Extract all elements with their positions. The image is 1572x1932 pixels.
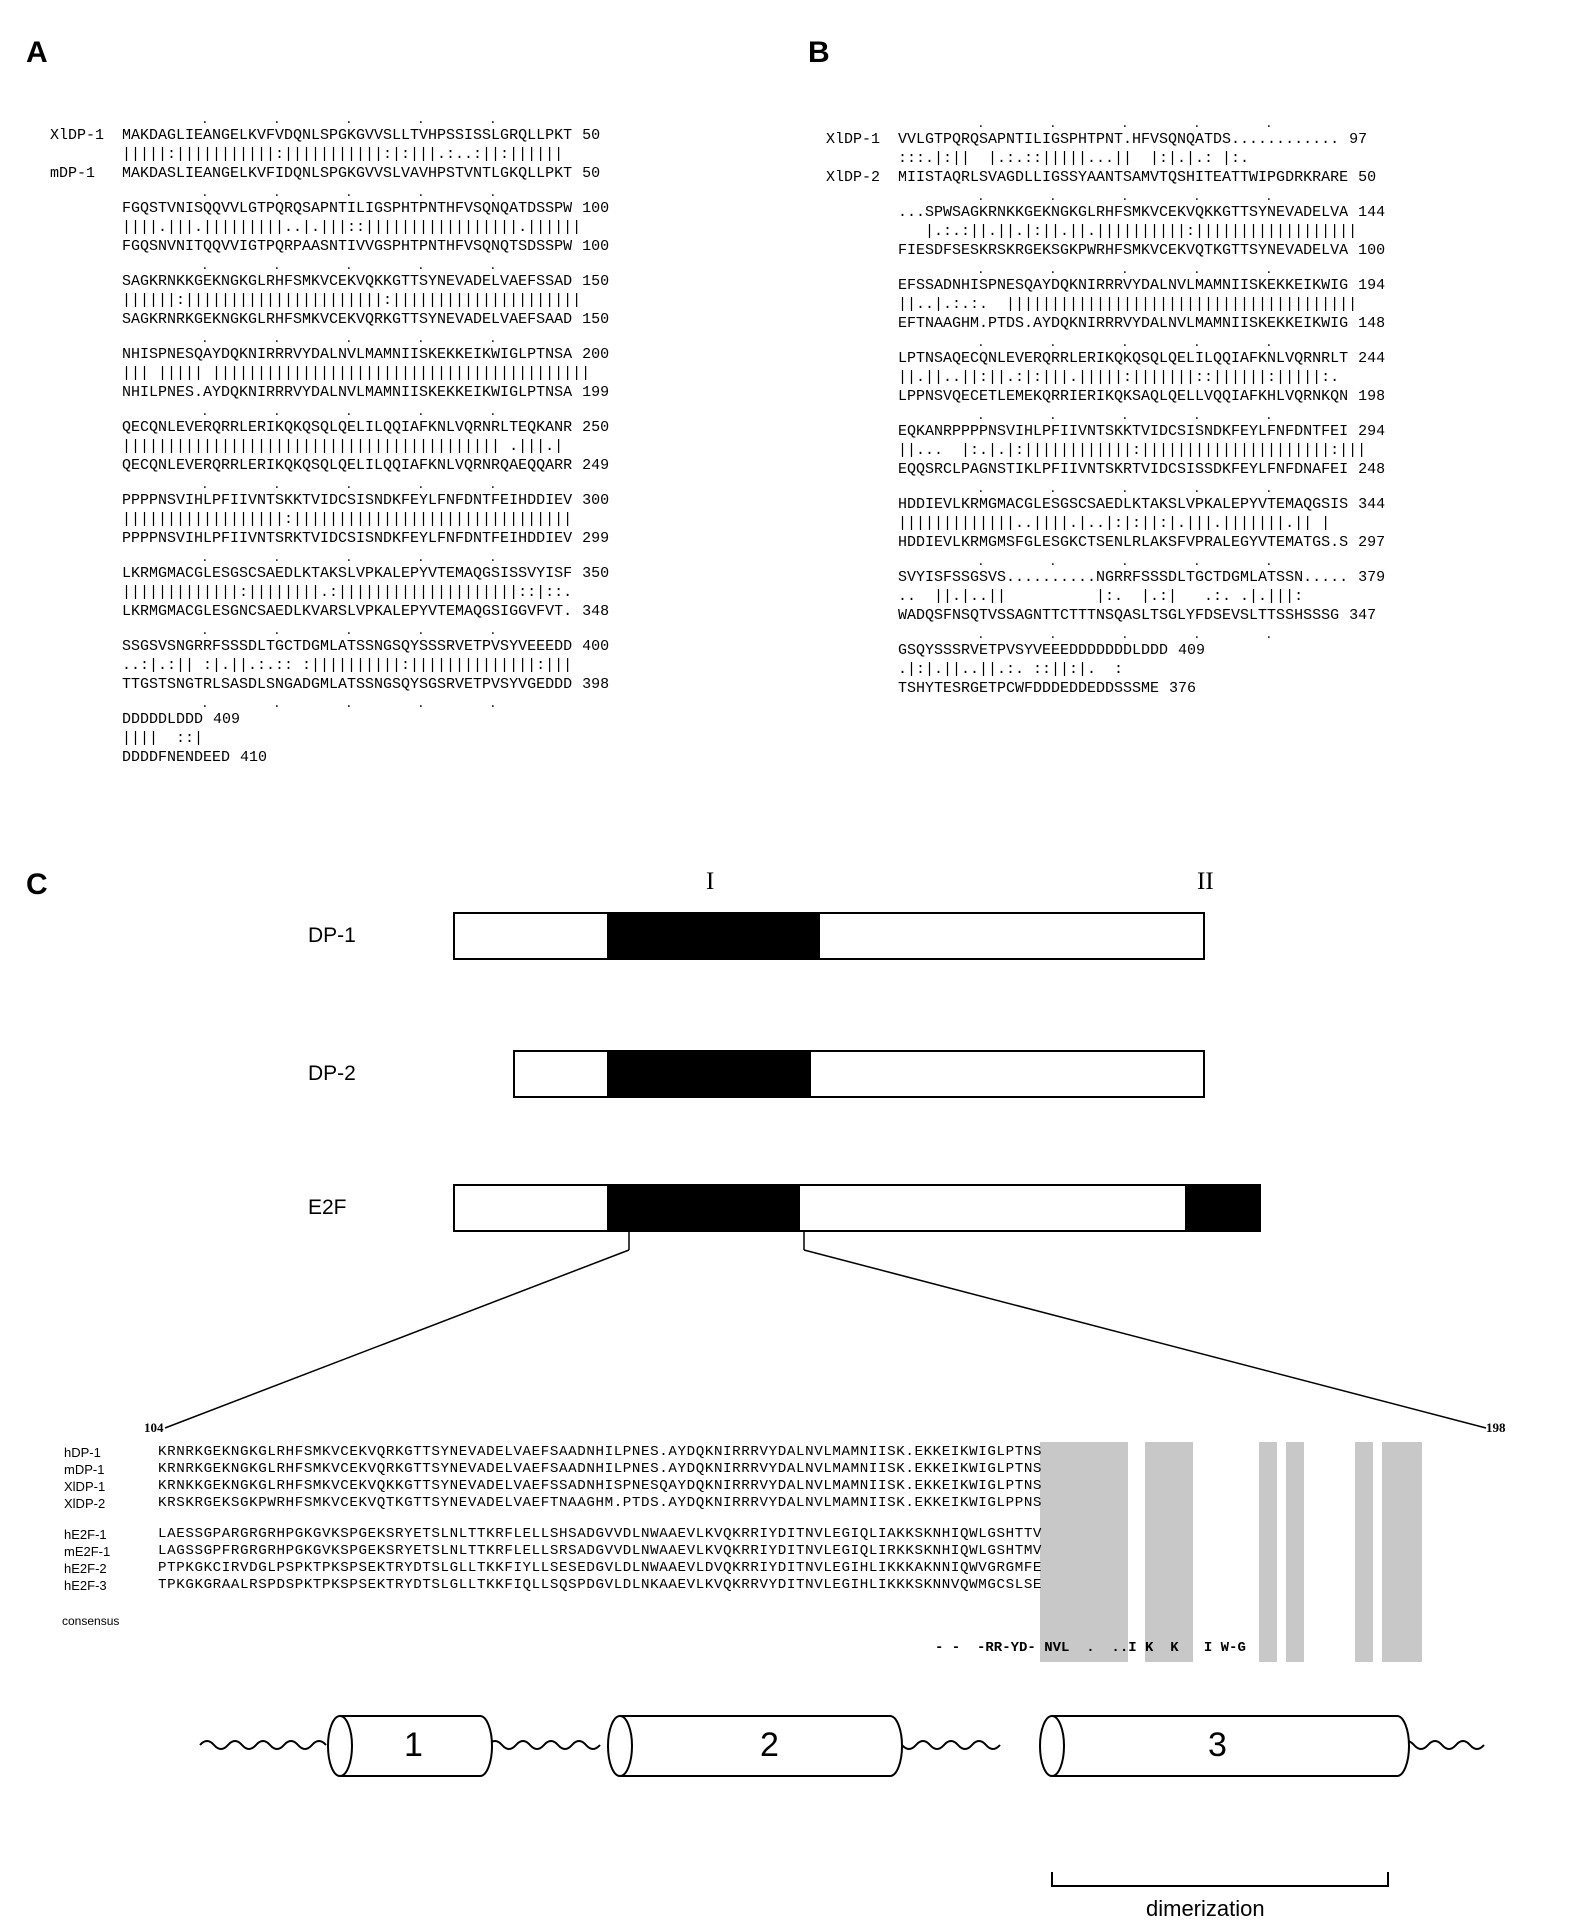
helix-2-label: 2 — [760, 1726, 779, 1764]
match-symbols: |||| ::| — [122, 730, 204, 747]
sequence: LPTNSAQECQNLEVERQRRLERIKQKQSQLQELILQQIAFKNLVQRNRLT — [898, 350, 1349, 367]
sequence: MAKDASLIEANGELKVFIDQNLSPGKGVVSLVAVHPSTVNTLGKQLLPKT — [122, 165, 573, 182]
panel-c-letter: C — [26, 868, 48, 901]
linker-wave-2 — [488, 1741, 600, 1749]
sequence: GSQYSSSRVETPVSYVEEEDDDDDDDLDDD — [898, 642, 1169, 659]
ruler-dots: . . . . . — [50, 697, 497, 711]
residue-number: 150 — [582, 311, 610, 328]
aligned-species-name: hE2F-1 — [64, 1527, 107, 1542]
sequence: EFTNAAGHM.PTDS.AYDQKNIRRRVYDALNVLMAMNIISKEKKEIKWIG — [898, 315, 1349, 332]
residue-number: 144 — [1358, 204, 1386, 221]
sequence: LKRMGMACGLESGNCSAEDLKVARSLVPKALEPYVTEMAQGSIGGVFVT. — [122, 603, 573, 620]
match-symbols: ||.||..||:||.:|:|||.|||||:|||||||::||||||:|||||:. — [898, 369, 1340, 386]
match-symbols: .. ||.|..|| |:. |.:| .:. .|.|||: — [898, 588, 1304, 605]
sequence: SAGKRNRKGEKNGKGLRHFSMKVCEKVQRKGTTSYNEVADELVAEFSAAD — [122, 311, 573, 328]
sequence: WADQSFNSQTVSSAGNTTCTTTNSQASLTSGLYFDSEVSLTTSSHSSSG — [898, 607, 1340, 624]
linker-wave-4 — [1400, 1741, 1484, 1749]
linker-wave-1 — [200, 1741, 326, 1749]
sequence-label: XlDP-1 — [826, 131, 881, 148]
sequence: FIESDFSESKRSKRGEKSGKPWRHFSMKVCEKVQTKGTTSYNEVADELVA — [898, 242, 1349, 259]
aligned-sequence: LAESSGPARGRGRHPGKGVKSPGEKSRYETSLNLTTKRFLELLSHSADGVVDLNWAAEVLKVQKRRIYDITNVLEGIQLIAKKSKNHIQWLGSHTTV — [158, 1526, 1043, 1542]
aligned-sequence: PTPKGKCIRVDGLPSPKTPKSPSEKTRYDTSLGLLTKKFIYLLSESEDGVLDLNWAAEVLDVQKRRIYDITNVLEGIHLIKKKAKNNIQWVGRGMFE — [158, 1560, 1043, 1576]
ruler-dots: . . . . . — [826, 482, 1273, 496]
bar-label-dp2: DP-2 — [308, 1062, 356, 1085]
sequence: LKRMGMACGLESGSCSAEDLKTAKSLVPKALEPYVTEMAQGSISSVYISF — [122, 565, 573, 582]
aligned-species-name: hE2F-2 — [64, 1561, 107, 1576]
residue-number: 347 — [1349, 607, 1377, 624]
linker-wave-3 — [888, 1741, 1000, 1749]
sequence: SSGSVSNGRRFSSSDLTGCTDGMLATSSNGSQYSSSRVETPVSYVEEEDD — [122, 638, 573, 655]
residue-number: 199 — [582, 384, 610, 401]
aligned-species-name: mDP-1 — [64, 1462, 105, 1477]
residue-number: 97 — [1349, 131, 1368, 148]
panel-a-letter: A — [26, 36, 48, 69]
aligned-species-name: hE2F-3 — [64, 1578, 107, 1593]
match-symbols: .|:|.||..||.:. ::||:|. : — [898, 661, 1124, 678]
sequence: HDDIEVLKRMGMACGLESGSCSAEDLKTAKSLVPKALEPYVTEMAQGSIS — [898, 496, 1349, 513]
sequence: LPPNSVQECETLEMEKQRRIERIKQKSAQLQELLVQQIAFKHLVQRNKQN — [898, 388, 1349, 405]
ruler-dots: . . . . . — [826, 409, 1273, 423]
sequence-label: XlDP-1 — [50, 127, 105, 144]
aligned-species-name: XlDP-1 — [64, 1479, 106, 1494]
ruler-dots: . . . . . — [50, 332, 497, 346]
match-symbols: ||..|.:.:. ||||||||||||||||||||||||||||||||||||||| — [898, 296, 1358, 313]
panel-b-letter: B — [808, 36, 830, 69]
ruler-dots: . . . . . — [50, 113, 497, 127]
region-label-ii: II — [1197, 868, 1214, 895]
aligned-sequence: KRSKRGEKSGKPWRHFSMKVCEKVQTKGTTSYNEVADELVAEFTNAAGHM.PTDS.AYDQKNIRRRVYDALNVLMAMNIISK.EKKEIKWIGLPPNS — [158, 1495, 1043, 1511]
ruler-dots: . . . . . — [826, 117, 1273, 131]
sequence: FGQSNVNITQQVVIGTPQRPAASNTIVVGSPHTPNTHFVSQNQTSDSSPW — [122, 238, 573, 255]
residue-number: 409 — [213, 711, 241, 728]
sequence: TTGSTSNGTRLSASDLSNGADGMLATSSNGSQYSGSRVETPVSYVGEDDD — [122, 676, 573, 693]
ruler-dots: . . . . . — [50, 405, 497, 419]
match-symbols: :::.|:|| |.:.::|||||...|| |:|.|.: |:. — [898, 150, 1250, 167]
residue-number: 376 — [1169, 680, 1197, 697]
residue-number: 198 — [1358, 388, 1386, 405]
match-symbols: ||... |:.|.|:||||||||||||:|||||||||||||||||||||:||| — [898, 442, 1367, 459]
match-symbols: ||||.|||.|||||||||..|.|||::|||||||||||||||||.|||||| — [122, 219, 582, 236]
helix-2 — [608, 1716, 902, 1776]
residue-number: 348 — [582, 603, 610, 620]
sequence: NHILPNES.AYDQKNIRRRVYDALNVLMAMNIISKEKKEIKWIGLPTNSA — [122, 384, 573, 401]
residue-number: 249 — [582, 457, 610, 474]
ruler-dots: . . . . . — [826, 336, 1273, 350]
sequence: ...SPWSAGKRNKKGEKNGKGLRHFSMKVCEKVQKKGTTSYNEVADELVA — [898, 204, 1349, 221]
match-symbols: |||||:|||||||||||:|||||||||||:|:|||.:..:||:|||||| — [122, 146, 564, 163]
residue-number: 244 — [1358, 350, 1386, 367]
sequence: DDDDDLDDD — [122, 711, 204, 728]
match-symbols: ..:|.:|| :|.||.:.:: :||||||||||:||||||||||||||:||| — [122, 657, 573, 674]
ruler-dots: . . . . . — [50, 551, 497, 565]
residue-number: 150 — [582, 273, 610, 290]
match-symbols: |.:.:||.||.|:||.||.||||||||||:|||||||||||||||||| — [898, 223, 1358, 240]
dimerization-bracket — [1052, 1872, 1388, 1886]
residue-number: 297 — [1358, 534, 1386, 551]
match-symbols: |||||||||||||..||||.|..|:|:||:|.|||.|||||||.|| | — [898, 515, 1331, 532]
sequence: VVLGTPQRQSAPNTILIGSPHTPNT.HFVSQNQATDS............ — [898, 131, 1340, 148]
residue-number: 300 — [582, 492, 610, 509]
end-position: 198 — [1486, 1420, 1506, 1435]
residue-number: 100 — [582, 238, 610, 255]
residue-number: 248 — [1358, 461, 1386, 478]
residue-number: 50 — [582, 165, 601, 182]
bar-label-e2f: E2F — [308, 1196, 347, 1219]
sequence: FGQSTVNISQQVVLGTPQRQSAPNTILIGSPHTPNTHFVSQNQATDSSPW — [122, 200, 573, 217]
ruler-dots: . . . . . — [50, 259, 497, 273]
residue-number: 410 — [240, 749, 268, 766]
residue-number: 398 — [582, 676, 610, 693]
aligned-species-name: XlDP-2 — [64, 1496, 106, 1511]
residue-number: 400 — [582, 638, 610, 655]
sequence: PPPPNSVIHLPFIIVNTSRKTVIDCSISNDKFEYLFNFDNTFEIHDDIEV — [122, 530, 573, 547]
aligned-sequence: KRNKKGEKNGKGLRHFSMKVCEKVQKKGTTSYNEVADELVAEFSSADNHISPNESQAYDQKNIRRRVYDALNVLMAMNIISK.EKKEIKWIGLPTNS — [158, 1478, 1043, 1494]
residue-number: 350 — [582, 565, 610, 582]
sequence: EQQSRCLPAGNSTIKLPFIIVNTSKRTVIDCSISSDKFEYLFNFDNAFEI — [898, 461, 1349, 478]
aligned-sequence: KRNRKGEKNGKGLRHFSMKVCEKVQRKGTTSYNEVADELVAEFSAADNHILPNES.AYDQKNIRRRVYDALNVLMAMNIISK.EKKEIKWIGLPTNS — [158, 1444, 1043, 1460]
residue-number: 299 — [582, 530, 610, 547]
residue-number: 200 — [582, 346, 610, 363]
match-symbols: ||||||||||||||||||:||||||||||||||||||||||||||||||| — [122, 511, 573, 528]
consensus-label: consensus — [62, 1614, 120, 1628]
ruler-dots: . . . . . — [50, 478, 497, 492]
residue-number: 344 — [1358, 496, 1386, 513]
ruler-dots: . . . . . — [50, 186, 497, 200]
sequence: MAKDAGLIEANGELKVFVDQNLSPGKGVVSLLTVHPSSISSLGRQLLPKT — [122, 127, 573, 144]
sequence: EFSSADNHISPNESQAYDQKNIRRRVYDALNVLMAMNIISKEKKEIKWIG — [898, 277, 1349, 294]
residue-number: 194 — [1358, 277, 1386, 294]
sequence: PPPPNSVIHLPFIIVNTSKKTVIDCSISNDKFEYLFNFDNTFEIHDDIEV — [122, 492, 573, 509]
sequence: QECQNLEVERQRRLERIKQKQSQLQELILQQIAFKNLVQRNRQAEQQARR — [122, 457, 573, 474]
region-label-i: I — [706, 868, 715, 895]
ruler-dots: . . . . . — [826, 263, 1273, 277]
match-symbols: |||||||||||||||||||||||||||||||||||||||||| .|||.| — [122, 438, 564, 455]
residue-number: 50 — [582, 127, 601, 144]
sequence: MIISTAQRLSVAGDLLIGSSYAANTSAMVTQSHITEATTWIPGDRKRARE — [898, 169, 1349, 186]
sequence: EQKANRPPPPNSVIHLPFIIVNTSKKTVIDCSISNDKFEYLFNFDNTFEI — [898, 423, 1349, 440]
residue-number: 409 — [1178, 642, 1206, 659]
residue-number: 50 — [1358, 169, 1377, 186]
ruler-dots: . . . . . — [826, 190, 1273, 204]
sequence-label: mDP-1 — [50, 165, 96, 182]
residue-number: 148 — [1358, 315, 1386, 332]
ruler-dots: . . . . . — [826, 628, 1273, 642]
aligned-species-name: hDP-1 — [64, 1445, 101, 1460]
consensus-sequence: - - -RR-YD- NVL . ..I K K I W-G — [935, 1640, 1246, 1656]
helix-3-label: 3 — [1208, 1726, 1227, 1764]
residue-number: 100 — [582, 200, 610, 217]
residue-number: 250 — [582, 419, 610, 436]
aligned-species-name: mE2F-1 — [64, 1544, 111, 1559]
sequence: TSHYTESRGETPCWFDDDEDDEDDSSSME — [898, 680, 1160, 697]
sequence: DDDDFNENDEED — [122, 749, 231, 766]
bar-label-dp1: DP-1 — [308, 924, 356, 947]
match-symbols: ||| ||||| |||||||||||||||||||||||||||||||||||||||||| — [122, 365, 591, 382]
ruler-dots: . . . . . — [50, 624, 497, 638]
ruler-dots: . . . . . — [826, 555, 1273, 569]
match-symbols: |||||||||||||:||||||||.:||||||||||||||||||||::|::. — [122, 584, 573, 601]
sequence: NHISPNESQAYDQKNIRRRVYDALNVLMAMNIISKEKKEIKWIGLPTNSA — [122, 346, 573, 363]
aligned-sequence: LAGSSGPFRGRGRHPGKGVKSPGEKSRYETSLNLTTKRFLELLSRSADGVVDLNWAAEVLKVQKRRIYDITNVLEGIQLIRKKSKNHIQWLGSHTMV — [158, 1543, 1043, 1559]
match-symbols: ||||||:||||||||||||||||||||||:||||||||||||||||||||| — [122, 292, 582, 309]
aligned-sequence: KRNRKGEKNGKGLRHFSMKVCEKVQRKGTTSYNEVADELVAEFSAADNHILPNES.AYDQKNIRRRVYDALNVLMAMNIISK.EKKEIKWIGLPTNS — [158, 1461, 1043, 1477]
sequence: HDDIEVLKRMGMSFGLESGKCTSENLRLAKSFVPRALEGYVTEMATGS.S — [898, 534, 1349, 551]
dimerization-label: dimerization — [1146, 1896, 1265, 1921]
sequence: SAGKRNKKGEKNGKGLRHFSMKVCEKVQKKGTTSYNEVADELVAEFSSAD — [122, 273, 573, 290]
aligned-sequence: TPKGKGRAALRSPDSPKTPKSPSEKTRYDTSLGLLTKKFIQLLSQSPDGVLDLNKAAEVLKVQKRRVYDITNVLEGIHLIKKKSKNNVQWMGCSLSE — [158, 1577, 1043, 1593]
residue-number: 379 — [1358, 569, 1386, 586]
sequence-label: XlDP-2 — [826, 169, 881, 186]
helix-1-label: 1 — [404, 1726, 423, 1764]
sequence: QECQNLEVERQRRLERIKQKQSQLQELILQQIAFKNLVQRNRLTEQKANR — [122, 419, 573, 436]
start-position: 104 — [144, 1420, 164, 1435]
residue-number: 294 — [1358, 423, 1386, 440]
sequence: SVYISFSSGSVS..........NGRRFSSSDLTGCTDGMLATSSN..... — [898, 569, 1349, 586]
residue-number: 100 — [1358, 242, 1386, 259]
